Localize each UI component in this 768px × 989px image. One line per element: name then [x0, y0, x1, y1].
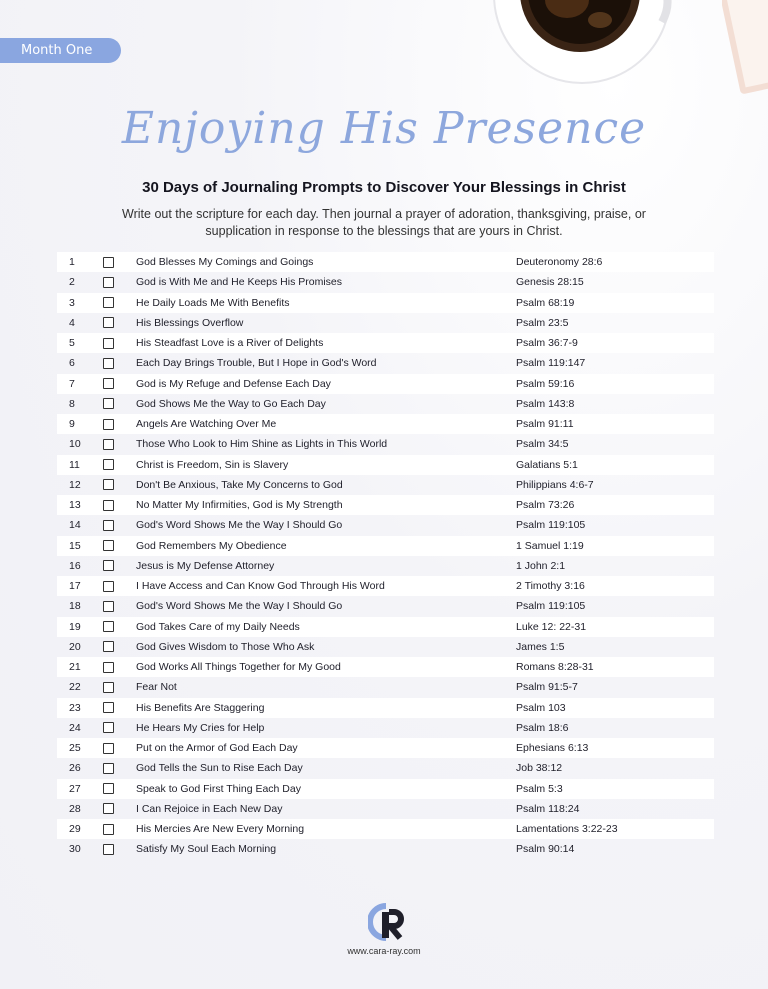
day-checkbox[interactable]: [103, 520, 114, 531]
prompt-title: No Matter My Infirmities, God is My Strength: [136, 499, 343, 512]
prompt-title: He Hears My Cries for Help: [136, 721, 265, 734]
prompt-title: He Daily Loads Me With Benefits: [136, 296, 290, 309]
scripture-reference: Psalm 73:26: [516, 499, 575, 512]
scripture-reference: Ephesians 6:13: [516, 742, 589, 755]
table-row: [57, 252, 714, 272]
day-number: 5: [69, 337, 75, 350]
scripture-reference: Job 38:12: [516, 762, 563, 775]
prompt-title: Christ is Freedom, Sin is Slavery: [136, 458, 289, 471]
intro-text: Write out the scripture for each day. Then journal a prayer of adoration, thanksgiving, praise, or supplication in response to the blessings that are yours in Christ.: [122, 207, 646, 238]
prompt-title: Jesus is My Defense Attorney: [136, 559, 275, 572]
scripture-reference: Psalm 23:5: [516, 316, 569, 329]
day-number: 15: [69, 539, 81, 552]
table-row: [57, 596, 714, 616]
prompt-title: His Benefits Are Staggering: [136, 701, 265, 714]
table-row: [57, 799, 714, 819]
prompt-title: God Remembers My Obedience: [136, 539, 287, 552]
table-row: [57, 455, 714, 475]
day-checkbox[interactable]: [103, 803, 114, 814]
day-checkbox[interactable]: [103, 662, 114, 673]
day-number: 27: [69, 782, 81, 795]
scripture-reference: Psalm 36:7-9: [516, 337, 578, 350]
table-row: [57, 353, 714, 373]
month-badge: Month One: [0, 38, 121, 63]
day-number: 19: [69, 620, 81, 633]
day-checkbox[interactable]: [103, 601, 114, 612]
table-row: [57, 536, 714, 556]
prompt-title: Fear Not: [136, 681, 177, 694]
day-checkbox[interactable]: [103, 783, 114, 794]
day-number: 25: [69, 742, 81, 755]
scripture-reference: Luke 12: 22-31: [516, 620, 587, 633]
day-number: 17: [69, 580, 81, 593]
day-number: 6: [69, 357, 75, 370]
prompt-title: Those Who Look to Him Shine as Lights in This World: [136, 438, 388, 451]
day-checkbox[interactable]: [103, 560, 114, 571]
table-row: [57, 293, 714, 313]
day-checkbox[interactable]: [103, 500, 114, 511]
day-checkbox[interactable]: [103, 743, 114, 754]
prompt-title: Don't Be Anxious, Take My Concerns to God: [136, 478, 343, 491]
day-number: 9: [69, 418, 75, 431]
table-row: [57, 758, 714, 778]
table-row: [57, 272, 714, 292]
day-checkbox[interactable]: [103, 621, 114, 632]
prompt-title: God's Word Shows Me the Way I Should Go: [136, 600, 343, 613]
day-checkbox[interactable]: [103, 257, 114, 268]
day-number: 16: [69, 559, 81, 572]
day-number: 3: [69, 296, 75, 309]
prompt-title: God Tells the Sun to Rise Each Day: [136, 762, 303, 775]
scripture-reference: Psalm 18:6: [516, 721, 569, 734]
page-title: Enjoying His Presence: [121, 103, 647, 154]
table-row: [57, 556, 714, 576]
scripture-reference: Psalm 90:14: [516, 843, 575, 856]
day-checkbox[interactable]: [103, 682, 114, 693]
day-number: 14: [69, 519, 81, 532]
table-row: [57, 434, 714, 454]
prompt-title: Angels Are Watching Over Me: [136, 418, 277, 431]
day-checkbox[interactable]: [103, 297, 114, 308]
scripture-reference: Psalm 68:19: [516, 296, 575, 309]
scripture-reference: Philippians 4:6-7: [516, 478, 594, 491]
prompt-title: God is My Refuge and Defense Each Day: [136, 377, 331, 390]
day-number: 12: [69, 478, 81, 491]
scripture-reference: Romans 8:28-31: [516, 661, 594, 674]
scripture-reference: 1 Samuel 1:19: [516, 539, 584, 552]
coffee-cup-image: [482, 0, 672, 90]
day-number: 7: [69, 377, 75, 390]
day-number: 20: [69, 640, 81, 653]
cara-ray-logo: [368, 902, 404, 942]
table-row: [57, 677, 714, 697]
table-row: [57, 657, 714, 677]
scripture-reference: 2 Timothy 3:16: [516, 580, 585, 593]
day-number: 24: [69, 721, 81, 734]
day-number: 1: [69, 256, 75, 269]
prompt-title: God Shows Me the Way to Go Each Day: [136, 397, 326, 410]
table-row: [57, 617, 714, 637]
prompt-title: I Have Access and Can Know God Through His Word: [136, 580, 385, 593]
day-checkbox[interactable]: [103, 844, 114, 855]
table-row: [57, 313, 714, 333]
scripture-reference: Genesis 28:15: [516, 276, 584, 289]
prompts-table: [57, 252, 714, 860]
prompt-title: God Takes Care of my Daily Needs: [136, 620, 300, 633]
scripture-reference: James 1:5: [516, 640, 565, 653]
table-row: [57, 576, 714, 596]
day-checkbox[interactable]: [103, 702, 114, 713]
day-checkbox[interactable]: [103, 439, 114, 450]
day-number: 22: [69, 681, 81, 694]
prompt-title: God is With Me and He Keeps His Promises: [136, 276, 342, 289]
day-checkbox[interactable]: [103, 277, 114, 288]
day-number: 8: [69, 397, 75, 410]
prompt-title: Satisfy My Soul Each Morning: [136, 843, 277, 856]
day-number: 28: [69, 802, 81, 815]
table-row: [57, 333, 714, 353]
table-row: [57, 738, 714, 758]
scripture-reference: Psalm 34:5: [516, 438, 569, 451]
day-number: 18: [69, 600, 81, 613]
table-row: [57, 394, 714, 414]
prompt-title: His Steadfast Love is a River of Delights: [136, 337, 324, 350]
scripture-reference: Psalm 118:24: [516, 802, 580, 815]
day-number: 30: [69, 843, 81, 856]
day-checkbox[interactable]: [103, 338, 114, 349]
table-row: [57, 637, 714, 657]
prompt-title: I Can Rejoice in Each New Day: [136, 802, 283, 815]
scripture-reference: Lamentations 3:22-23: [516, 823, 618, 836]
day-checkbox[interactable]: [103, 419, 114, 430]
table-row: [57, 374, 714, 394]
day-checkbox[interactable]: [103, 763, 114, 774]
table-row: [57, 495, 714, 515]
table-row: [57, 718, 714, 738]
scripture-reference: Psalm 5:3: [516, 782, 563, 795]
day-number: 2: [69, 276, 75, 289]
table-row: [57, 515, 714, 535]
book-image: [722, 0, 768, 100]
prompt-title: God Blesses My Comings and Goings: [136, 256, 314, 269]
table-row: [57, 819, 714, 839]
website-url: www.cara-ray.com: [347, 946, 421, 956]
prompt-title: His Mercies Are New Every Morning: [136, 823, 305, 836]
prompt-title: Put on the Armor of God Each Day: [136, 742, 298, 755]
page-subtitle: 30 Days of Journaling Prompts to Discover Your Blessings in Christ: [142, 179, 626, 196]
day-checkbox[interactable]: [103, 317, 114, 328]
day-number: 4: [69, 316, 75, 329]
day-checkbox[interactable]: [103, 581, 114, 592]
prompt-title: God Works All Things Together for My Good: [136, 661, 341, 674]
scripture-reference: Psalm 119:105: [516, 600, 586, 613]
scripture-reference: Psalm 103: [516, 701, 566, 714]
prompt-title: His Blessings Overflow: [136, 316, 244, 329]
prompt-title: Speak to God First Thing Each Day: [136, 782, 301, 795]
scripture-reference: Deuteronomy 28:6: [516, 256, 603, 269]
scripture-reference: 1 John 2:1: [516, 559, 566, 572]
day-number: 26: [69, 762, 81, 775]
day-number: 21: [69, 661, 81, 674]
scripture-reference: Galatians 5:1: [516, 458, 578, 471]
day-checkbox[interactable]: [103, 398, 114, 409]
day-number: 29: [69, 823, 81, 836]
day-checkbox[interactable]: [103, 378, 114, 389]
scripture-reference: Psalm 91:5-7: [516, 681, 578, 694]
prompt-title: Each Day Brings Trouble, But I Hope in God's Word: [136, 357, 377, 370]
day-checkbox[interactable]: [103, 641, 114, 652]
day-number: 23: [69, 701, 81, 714]
day-checkbox[interactable]: [103, 358, 114, 369]
scripture-reference: Psalm 119:105: [516, 519, 586, 532]
scripture-reference: Psalm 59:16: [516, 377, 575, 390]
day-number: 11: [69, 458, 80, 471]
table-row: [57, 839, 714, 859]
prompt-title: God Gives Wisdom to Those Who Ask: [136, 640, 315, 653]
day-number: 10: [69, 438, 81, 451]
scripture-reference: Psalm 119:147: [516, 357, 586, 370]
day-checkbox[interactable]: [103, 540, 114, 551]
table-row: [57, 414, 714, 434]
day-checkbox[interactable]: [103, 479, 114, 490]
prompt-title: God's Word Shows Me the Way I Should Go: [136, 519, 343, 532]
day-checkbox[interactable]: [103, 824, 114, 835]
table-row: [57, 698, 714, 718]
day-checkbox[interactable]: [103, 459, 114, 470]
table-row: [57, 475, 714, 495]
day-checkbox[interactable]: [103, 722, 114, 733]
scripture-reference: Psalm 143:8: [516, 397, 575, 410]
scripture-reference: Psalm 91:11: [516, 418, 574, 431]
day-number: 13: [69, 499, 81, 512]
table-row: [57, 779, 714, 799]
